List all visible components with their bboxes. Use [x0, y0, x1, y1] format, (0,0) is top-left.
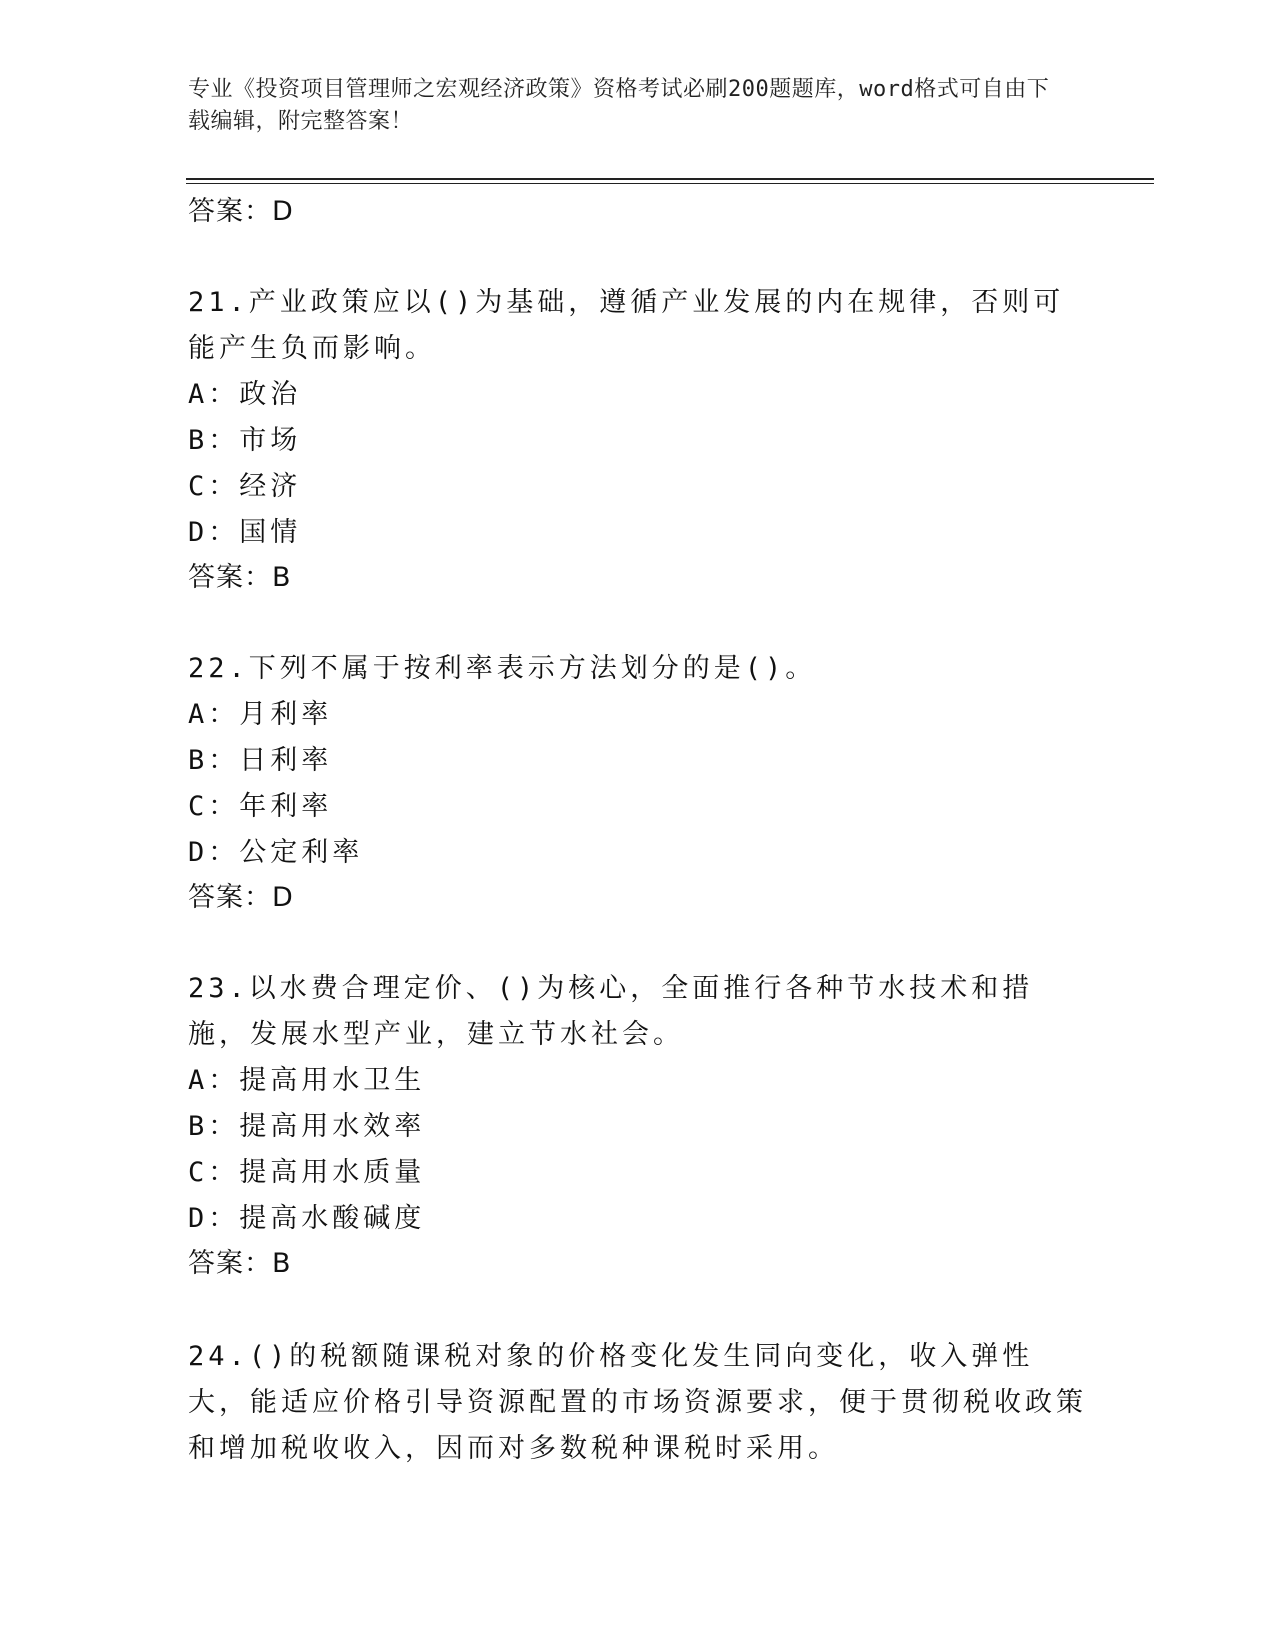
answer: 答案：B — [188, 562, 292, 593]
option-a: A：提高用水卫生 — [188, 1065, 426, 1096]
question-text: 21.产业政策应以()为基础，遵循产业发展的内在规律，否则可能产生负而影响。 — [188, 287, 1065, 364]
option-c: C：提高用水质量 — [188, 1157, 426, 1188]
option-a: A：政治 — [188, 379, 302, 410]
answer: 答案：D — [188, 882, 294, 913]
option-c: C：经济 — [188, 471, 302, 502]
answer-20: 答案：D — [188, 196, 294, 227]
option-b: B：市场 — [188, 425, 302, 456]
question-22 — [188, 646, 1088, 920]
option-d: D：国情 — [188, 517, 302, 548]
option-a: A：月利率 — [188, 699, 333, 730]
question-21 — [188, 280, 1088, 600]
option-d: D：提高水酸碱度 — [188, 1203, 426, 1234]
question-text: 22.下列不属于按利率表示方法划分的是()。 — [188, 653, 817, 684]
question-list — [188, 190, 1088, 1472]
header-rule-thin — [186, 183, 1154, 184]
answer: 答案：B — [188, 1248, 292, 1279]
question-23 — [188, 966, 1088, 1286]
question-24 — [188, 1334, 1088, 1472]
question-text: 23.以水费合理定价、()为核心，全面推行各种节水技术和措施，发展水型产业，建立节水社会。 — [188, 973, 1034, 1050]
header-rule-thick — [186, 178, 1154, 180]
option-b: B：日利率 — [188, 745, 333, 776]
question-text: 24.()的税额随课税对象的价格变化发生同向变化，收入弹性大，能适应价格引导资源配置的市场资源要求，便于贯彻税收政策和增加税收收入，因而对多数税种课税时采用。 — [188, 1341, 1087, 1464]
option-c: C：年利率 — [188, 791, 333, 822]
option-d: D：公定利率 — [188, 837, 364, 868]
option-b: B：提高用水效率 — [188, 1111, 426, 1142]
document-header: 专业《投资项目管理师之宏观经济政策》资格考试必刷200题题库，word格式可自由下载编辑，附完整答案！ — [188, 77, 1050, 134]
